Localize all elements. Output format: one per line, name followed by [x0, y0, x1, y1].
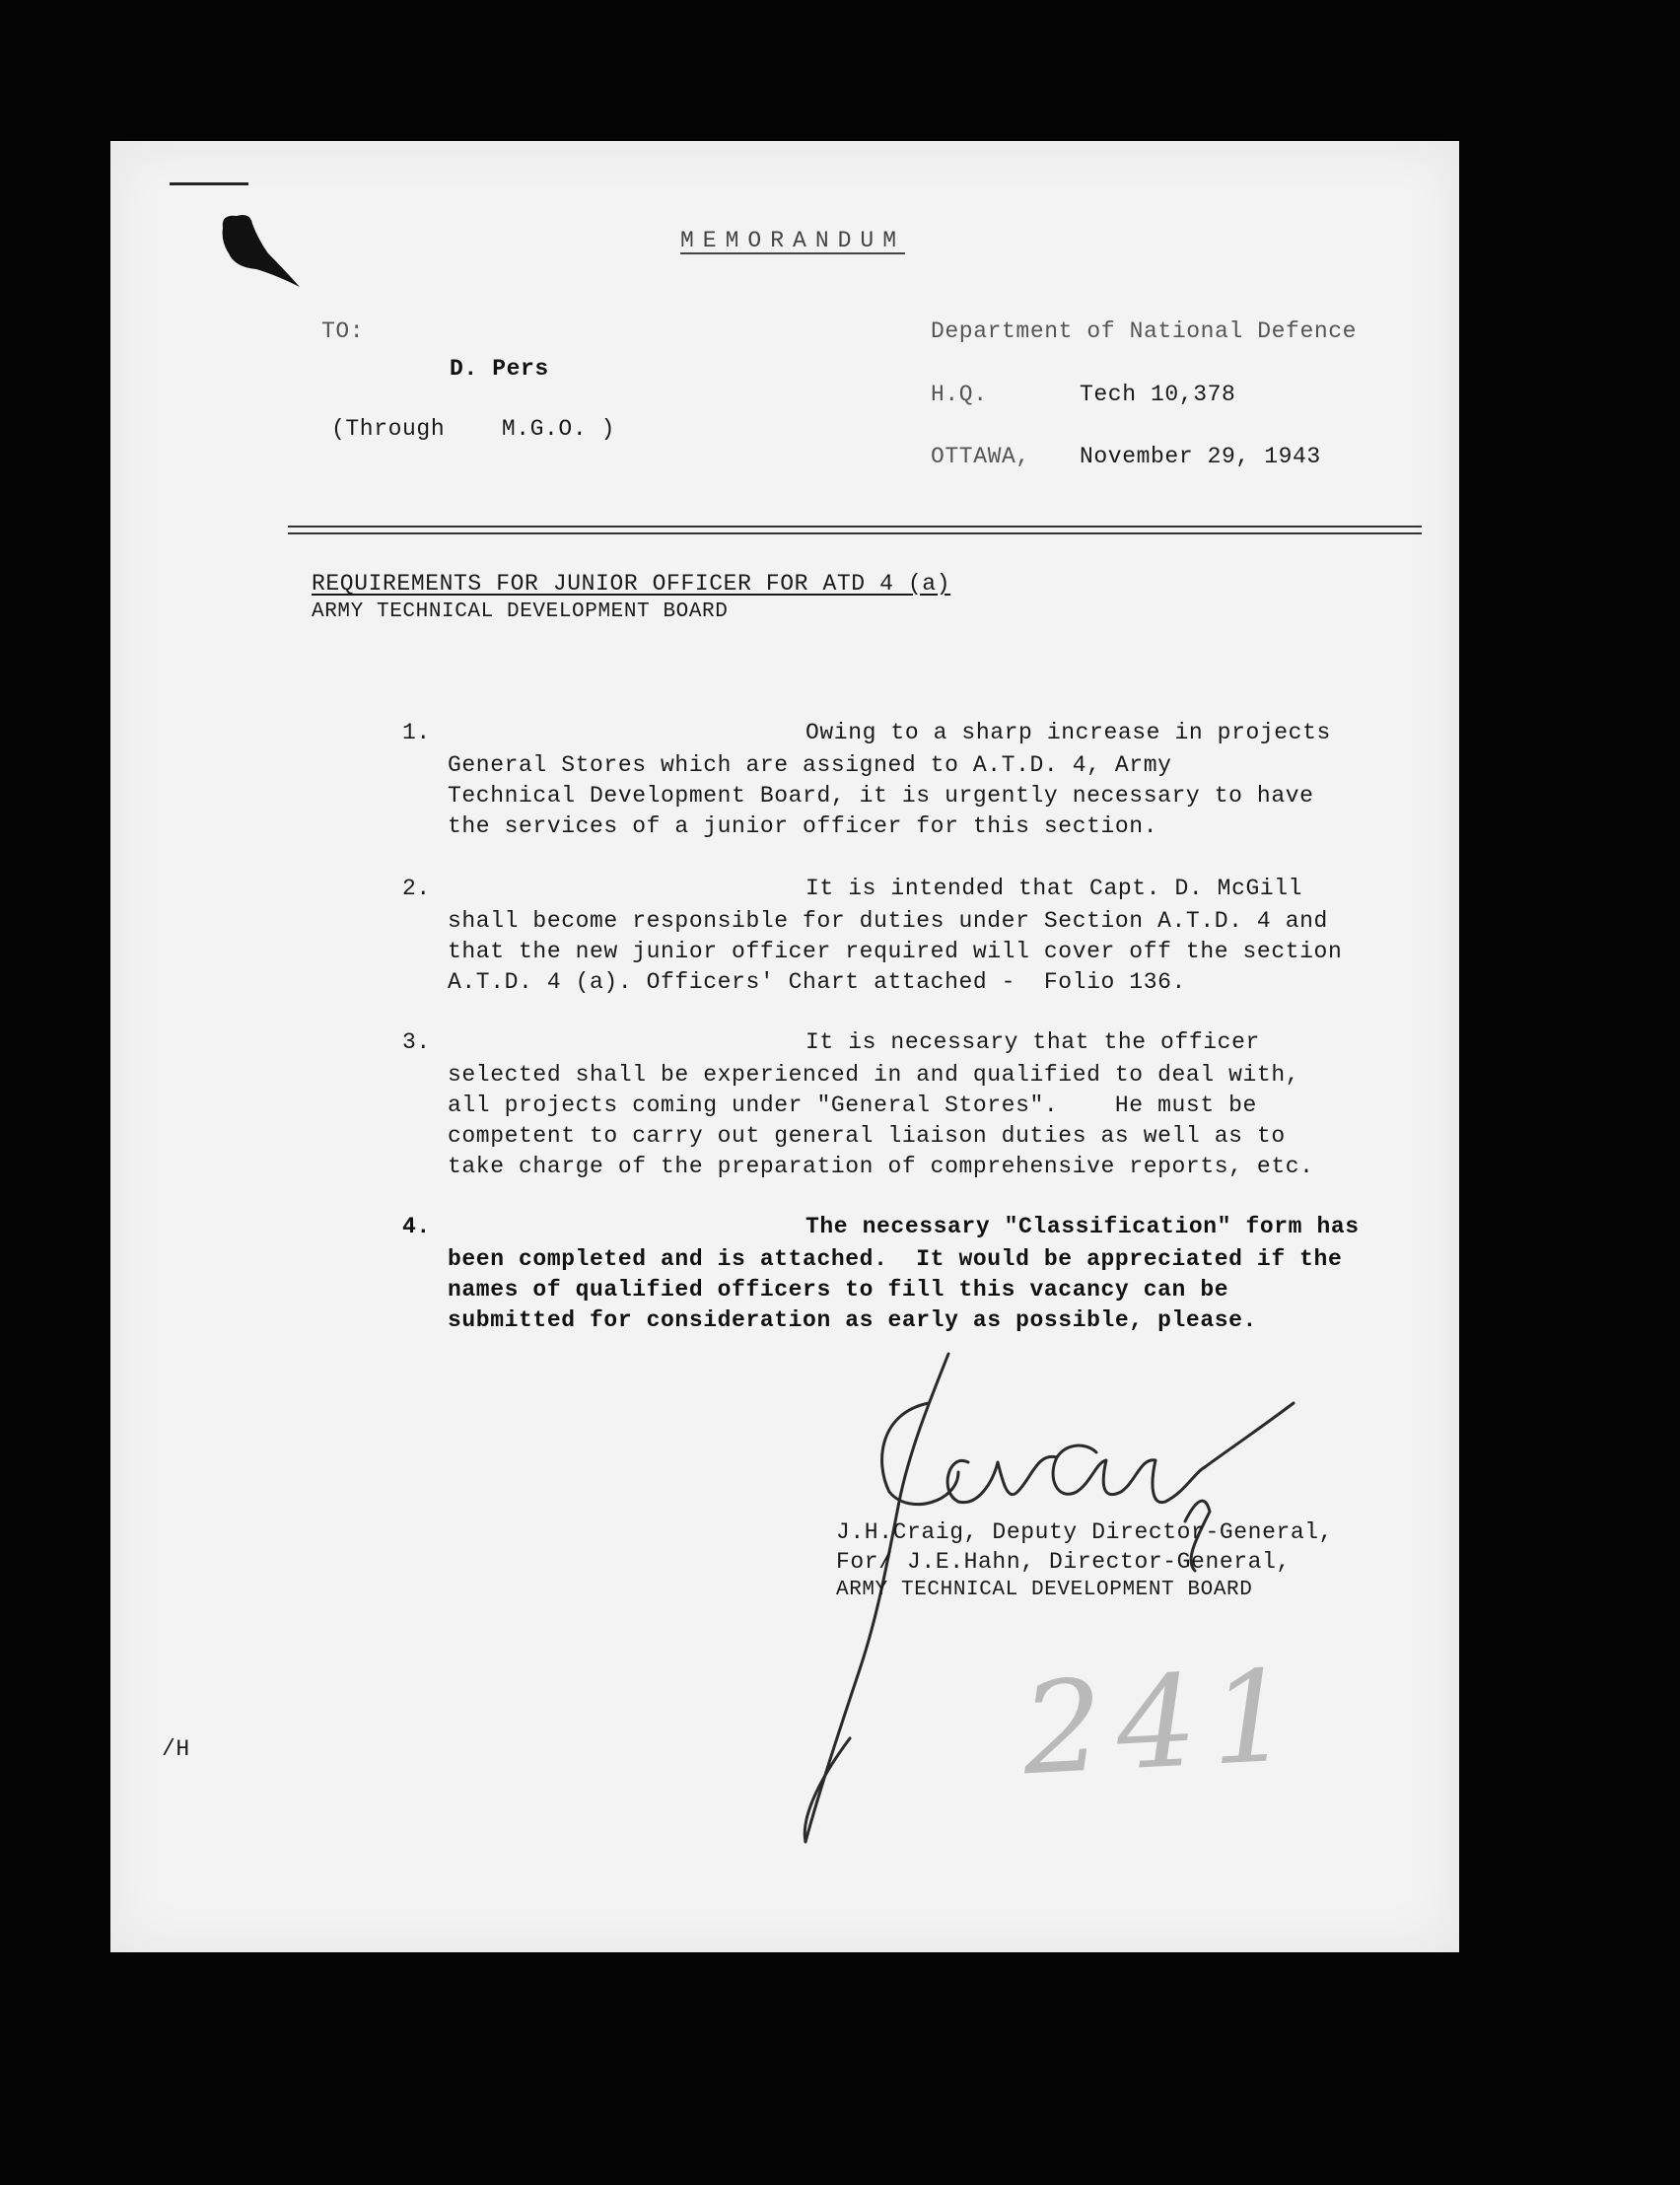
typist-initials: /H	[162, 1736, 190, 1762]
signature-line-2: For/ J.E.Hahn, Director-General,	[836, 1549, 1291, 1575]
paragraph-4-first-line: The necessary "Classification" form has	[805, 1214, 1360, 1239]
hq-label: H.Q.	[931, 382, 988, 407]
signature-line-1: J.H.Craig, Deputy Director-General,	[836, 1519, 1334, 1545]
paragraph-1-body: General Stores which are assigned to A.T.D. 4, Army Technical Development Board, it is urgently necessary to have the services of a junior officer for this section.	[448, 752, 1314, 839]
subject-line-1: REQUIREMENTS FOR JUNIOR OFFICER FOR ATD 4 (a)	[312, 571, 951, 597]
subject-line-2: ARMY TECHNICAL DEVELOPMENT BOARD	[312, 600, 729, 623]
paragraph-2-first-line: It is intended that Capt. D. McGill	[805, 876, 1303, 901]
folio-number: 241	[1018, 1642, 1309, 1804]
paragraph-1-first-line: Owing to a sharp increase in projects	[805, 720, 1331, 745]
header-rule-bottom	[288, 532, 1422, 534]
through-line: (Through M.G.O. )	[331, 416, 616, 442]
corner-dash	[170, 182, 248, 185]
paragraph-3-first-line: It is necessary that the officer	[805, 1029, 1260, 1055]
signature-line-3: ARMY TECHNICAL DEVELOPMENT BOARD	[836, 1579, 1253, 1601]
paragraph-2-body: shall become responsible for duties under Section A.T.D. 4 and that the new junior officer required will cover off the section A.T.D. 4 (a). Officers' Chart attached - Folio 136.	[448, 908, 1343, 995]
recipient: D. Pers	[450, 356, 549, 382]
memo-date: November 29, 1943	[1080, 444, 1321, 469]
paragraph-1-number: 1.	[402, 720, 431, 745]
department-name: Department of National Defence	[931, 318, 1358, 344]
paragraph-4-body: been completed and is attached. It would be appreciated if the names of qualified officers to fill this vacancy can be submitted for consideration as early as possible, please.	[448, 1246, 1343, 1333]
paragraph-2-number: 2.	[402, 876, 431, 901]
to-label: TO:	[321, 318, 365, 344]
header-rule-top	[288, 526, 1422, 528]
city-label: OTTAWA,	[931, 444, 1030, 469]
paragraph-3-body: selected shall be experienced in and qualified to deal with, all projects coming under "General Stores". He must be competent to carry out general liaison duties as well as to take charge of the preparation of comprehensive reports, etc.	[448, 1062, 1314, 1179]
memo-title: MEMORANDUM	[680, 228, 906, 253]
paragraph-3-number: 3.	[402, 1029, 431, 1055]
memo-page	[110, 141, 1459, 1952]
file-reference: Tech 10,378	[1080, 382, 1236, 407]
torn-mark-icon	[217, 210, 306, 289]
paragraph-4-number: 4.	[402, 1214, 431, 1239]
